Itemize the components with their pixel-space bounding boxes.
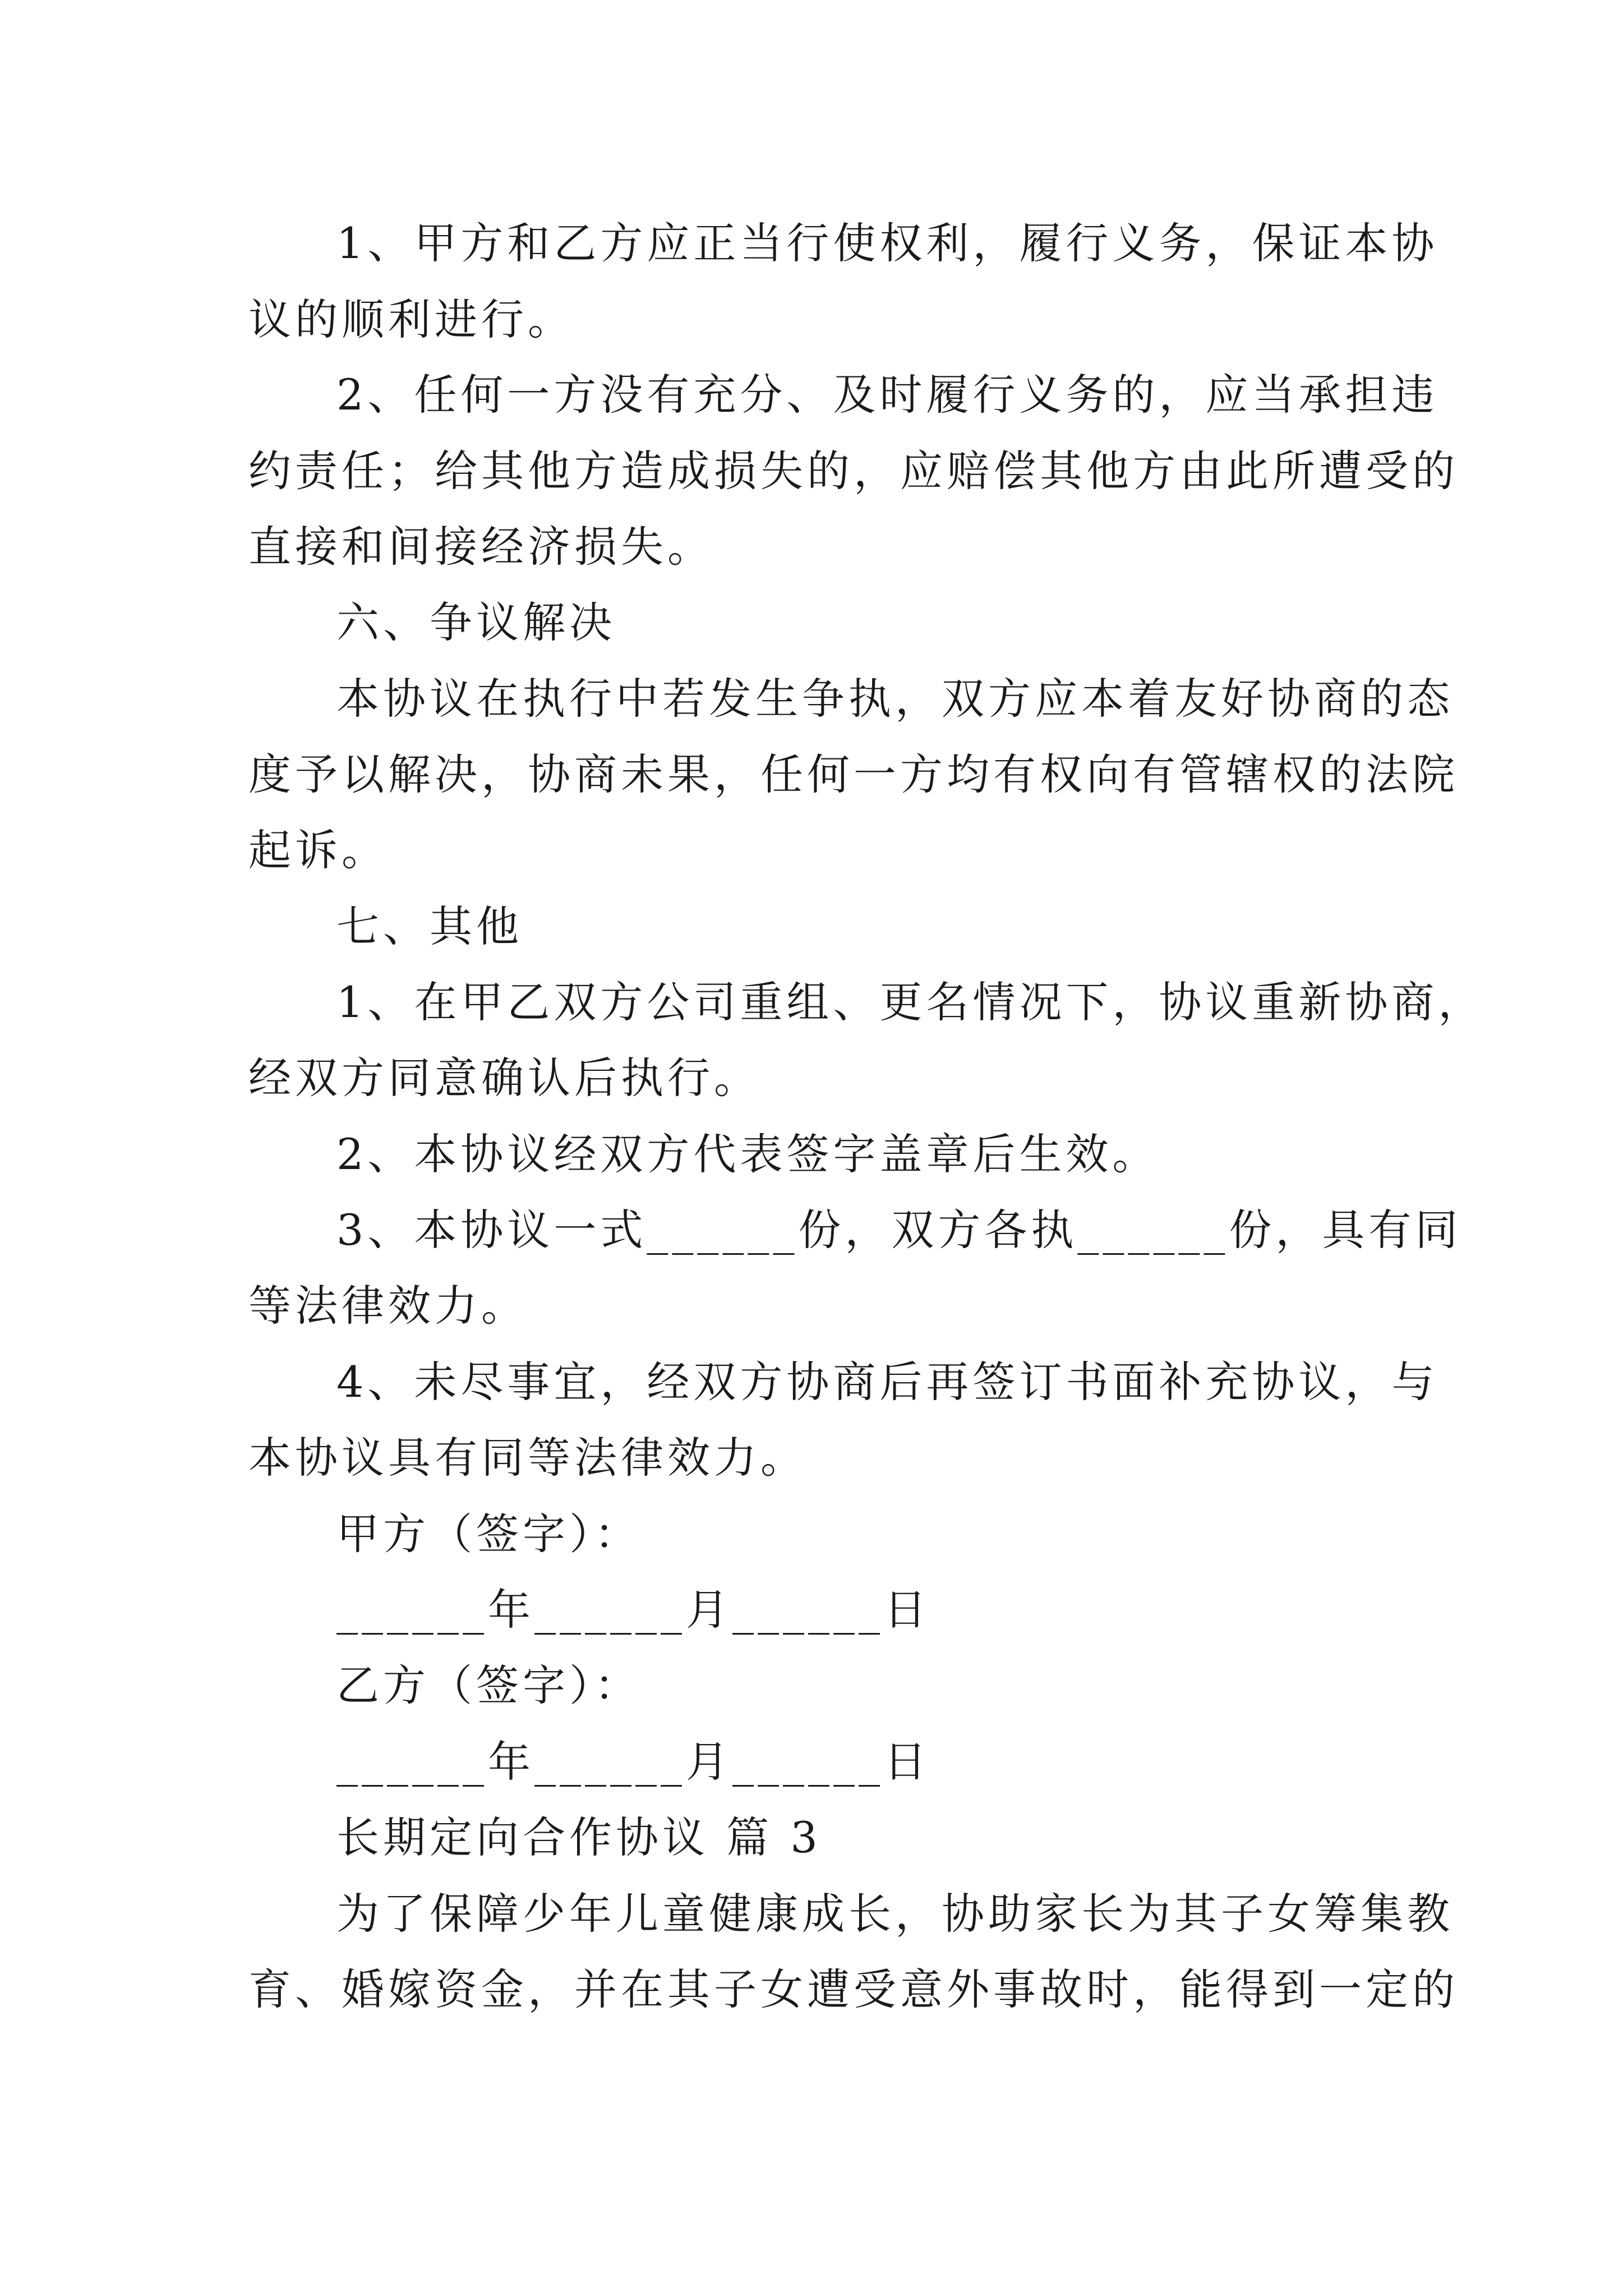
paragraph-line: 本协议在执行中若发生争执，双方应本着友好协商的态: [336, 674, 1454, 724]
section-heading: 七、其他: [336, 901, 523, 951]
paragraph-line: 直接和间接经济损失。: [248, 522, 714, 572]
party-a-date-line: ______年______月______日: [336, 1585, 930, 1635]
paragraph-line: 4、未尽事宜，经双方协商后再签订书面补充协议，与: [336, 1357, 1438, 1407]
paragraph-line: 2、任何一方没有充分、及时履行义务的，应当承担违: [336, 370, 1438, 420]
paragraph-line: 本协议具有同等法律效力。: [248, 1433, 807, 1483]
paragraph-line: 起诉。: [248, 825, 388, 875]
paragraph-line: 育、婚嫁资金，并在其子女遭受意外事故时，能得到一定的: [248, 1964, 1459, 2014]
section-title: 长期定向合作协议 篇 3: [336, 1812, 822, 1862]
party-a-signature-label: 甲方（签字）：: [336, 1509, 641, 1559]
paragraph-line: 1、甲方和乙方应正当行使权利，履行义务，保证本协: [336, 218, 1438, 268]
paragraph-line: 经双方同意确认后执行。: [248, 1053, 760, 1103]
paragraph-line: 1、在甲乙双方公司重组、更名情况下，协议重新协商，: [336, 977, 1485, 1027]
paragraph-line: 等法律效力。: [248, 1281, 528, 1331]
section-heading: 六、争议解决: [336, 597, 616, 647]
paragraph-line: 度予以解决，协商未果，任何一方均有权向有管辖权的法院: [248, 749, 1459, 799]
paragraph-line: 为了保障少年儿童健康成长，协助家长为其子女筹集教: [336, 1889, 1454, 1939]
party-b-signature-label: 乙方（签字）：: [336, 1660, 641, 1710]
paragraph-line: 约责任；给其他方造成损失的，应赔偿其他方由此所遭受的: [248, 446, 1459, 496]
paragraph-line: 2、本协议经双方代表签字盖章后生效。: [336, 1129, 1159, 1179]
party-b-date-line: ______年______月______日: [336, 1737, 930, 1787]
paragraph-line: 议的顺利进行。: [248, 295, 574, 344]
paragraph-line: 3、本协议一式______份，双方各执______份，具有同: [336, 1205, 1462, 1255]
